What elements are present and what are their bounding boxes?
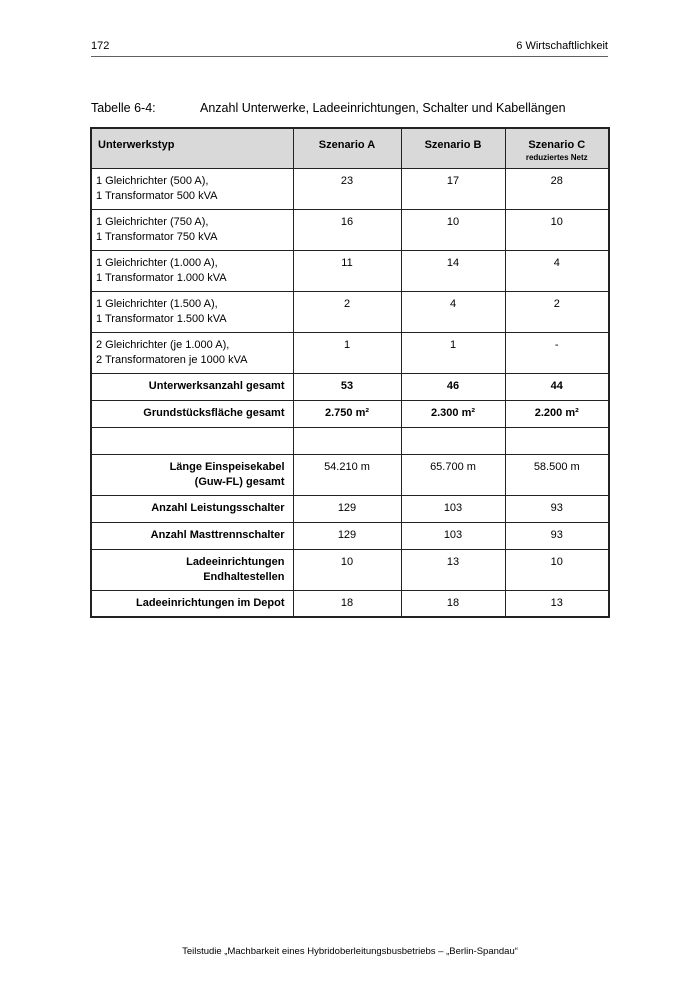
table-header-row [91, 128, 609, 168]
value-cell: 1 [293, 332, 401, 373]
value-cell: 28 [505, 168, 609, 209]
value-cell: 2 [293, 291, 401, 332]
row-label-line: 1 Gleichrichter (1.500 A), [96, 297, 218, 310]
value-cell: 103 [401, 522, 505, 549]
row-label-line: Unterwerksanzahl gesamt [148, 379, 285, 392]
value-cell: 23 [293, 168, 401, 209]
table-row [91, 454, 609, 495]
chapter-title: 6 Wirtschaftlichkeit [516, 40, 608, 52]
row-label-line: Endhaltestellen [203, 570, 285, 583]
row-label-cell [91, 549, 293, 590]
table-caption-label: Tabelle 6-4: [91, 101, 156, 115]
row-label-line: Ladeeinrichtungen [186, 555, 285, 568]
row-label-cell [91, 209, 293, 250]
row-label-cell [91, 373, 293, 400]
value-cell: 4 [401, 291, 505, 332]
running-header [91, 40, 608, 57]
value-cell: 10 [401, 209, 505, 250]
value-cell: 2.300 m² [401, 400, 505, 427]
value-cell: 46 [401, 373, 505, 400]
row-label-cell [91, 291, 293, 332]
row-label-line: 2 Transformatoren je 1000 kVA [96, 353, 248, 366]
table-row [91, 209, 609, 250]
value-cell: 10 [505, 549, 609, 590]
row-label-cell [91, 522, 293, 549]
value-cell: 10 [505, 209, 609, 250]
data-table [90, 127, 610, 618]
table-row [91, 549, 609, 590]
row-label-line: 1 Gleichrichter (500 A), [96, 174, 209, 187]
value-cell: 4 [505, 250, 609, 291]
table-row [91, 495, 609, 522]
value-cell: 14 [401, 250, 505, 291]
column-header-szenario-c [505, 128, 609, 168]
column-header-szenario-b: Szenario B [401, 128, 505, 168]
value-cell: 17 [401, 168, 505, 209]
row-label-line: 2 Gleichrichter (je 1.000 A), [96, 338, 230, 351]
row-label-line: Anzahl Leistungsschalter [151, 501, 285, 514]
table-row [91, 250, 609, 291]
row-label-line: 1 Transformator 500 kVA [96, 189, 218, 202]
value-cell: 93 [505, 522, 609, 549]
value-cell: 44 [505, 373, 609, 400]
table-row [91, 590, 609, 617]
value-cell [505, 427, 609, 454]
row-label-cell [91, 495, 293, 522]
column-header-szenario-c-sub: reduziertes Netz [525, 153, 588, 162]
value-cell: 129 [293, 522, 401, 549]
value-cell: 65.700 m [401, 454, 505, 495]
value-cell: 2.750 m² [293, 400, 401, 427]
value-cell: 1 [401, 332, 505, 373]
value-cell: 129 [293, 495, 401, 522]
row-label-line: Ladeeinrichtungen im Depot [135, 596, 285, 609]
table-row [91, 427, 609, 454]
column-header-szenario-c-main: Szenario C [528, 139, 586, 151]
value-cell [293, 427, 401, 454]
row-label-line: (Guw-FL) gesamt [194, 475, 285, 488]
row-label-cell [91, 427, 293, 454]
row-label-line: Anzahl Masttrennschalter [150, 528, 285, 541]
column-header-unterwerkstyp: Unterwerkstyp [91, 128, 293, 168]
column-header-szenario-a: Szenario A [293, 128, 401, 168]
table-caption [91, 101, 608, 116]
value-cell: - [505, 332, 609, 373]
row-label-cell [91, 332, 293, 373]
value-cell: 16 [293, 209, 401, 250]
row-label-line: 1 Gleichrichter (750 A), [96, 215, 209, 228]
value-cell: 10 [293, 549, 401, 590]
value-cell: 2 [505, 291, 609, 332]
table-row [91, 168, 609, 209]
row-label-cell [91, 250, 293, 291]
value-cell: 13 [505, 590, 609, 617]
row-label-cell [91, 454, 293, 495]
value-cell [401, 427, 505, 454]
page-number: 172 [91, 40, 110, 52]
row-label-cell [91, 400, 293, 427]
page-footer: Teilstudie „Machbarkeit eines Hybridoberleitungsbusbetriebs – „Berlin-Spandau“ [182, 946, 518, 957]
value-cell: 11 [293, 250, 401, 291]
value-cell: 53 [293, 373, 401, 400]
table-row [91, 400, 609, 427]
row-label-line: Länge Einspeisekabel [169, 460, 285, 473]
table-row [91, 332, 609, 373]
row-label-line: 1 Transformator 1.500 kVA [96, 312, 227, 325]
value-cell: 13 [401, 549, 505, 590]
row-label-line: 1 Gleichrichter (1.000 A), [96, 256, 218, 269]
row-label-line: 1 Transformator 750 kVA [96, 230, 218, 243]
table-row [91, 373, 609, 400]
table-caption-title: Anzahl Unterwerke, Ladeeinrichtungen, Schalter und Kabellängen [200, 101, 566, 115]
value-cell: 93 [505, 495, 609, 522]
row-label-cell [91, 168, 293, 209]
value-cell: 2.200 m² [505, 400, 609, 427]
table-row [91, 291, 609, 332]
row-label-line: 1 Transformator 1.000 kVA [96, 271, 227, 284]
table-row [91, 522, 609, 549]
value-cell: 54.210 m [293, 454, 401, 495]
value-cell: 103 [401, 495, 505, 522]
value-cell: 58.500 m [505, 454, 609, 495]
value-cell: 18 [293, 590, 401, 617]
row-label-cell [91, 590, 293, 617]
row-label-line: Grundstücksfläche gesamt [143, 406, 285, 419]
value-cell: 18 [401, 590, 505, 617]
